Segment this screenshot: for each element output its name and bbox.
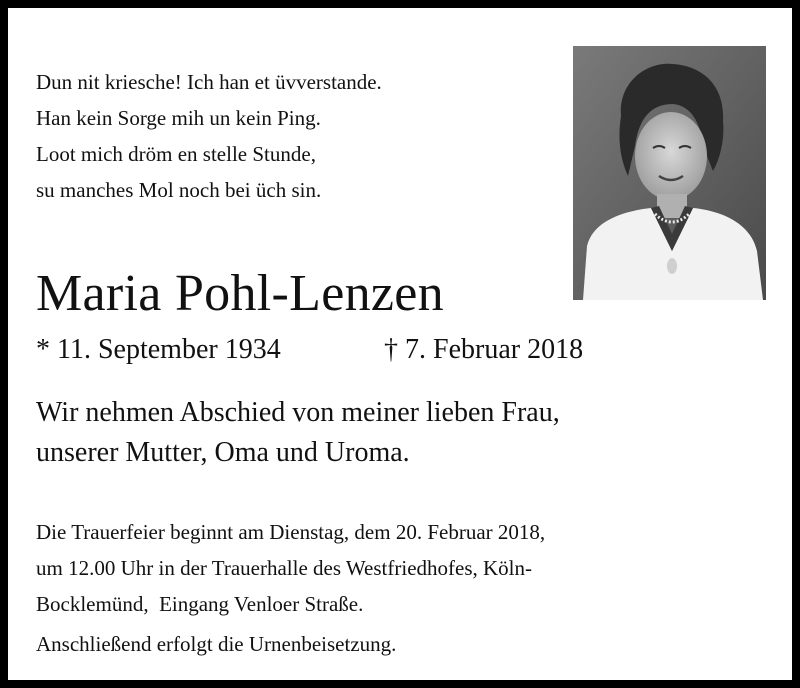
urn-burial-note: Anschließend erfolgt die Urnenbeisetzung. bbox=[36, 632, 397, 656]
portrait-image bbox=[573, 46, 766, 300]
farewell-line-1: Wir nehmen Abschied von meiner lieben Frau, bbox=[36, 397, 560, 428]
ceremony-line-2: um 12.00 Uhr in der Trauerhalle des Westfriedhofes, Köln- bbox=[36, 556, 532, 580]
poem-line-4: su manches Mol noch bei üch sin. bbox=[36, 178, 322, 202]
ceremony-info bbox=[36, 514, 545, 662]
poem-line-2: Han kein Sorge mih un kein Ping. bbox=[36, 106, 321, 130]
portrait-photo bbox=[573, 46, 766, 300]
farewell-line-2: unserer Mutter, Oma und Uroma. bbox=[36, 437, 410, 468]
birth-date: * 11. September 1934 bbox=[36, 334, 281, 365]
poem-line-3: Loot mich dröm en stelle Stunde, bbox=[36, 142, 316, 166]
deceased-name: Maria Pohl-Lenzen bbox=[36, 265, 444, 322]
poem bbox=[36, 64, 382, 208]
farewell-text bbox=[36, 393, 560, 473]
death-date: † 7. Februar 2018 bbox=[384, 334, 584, 365]
life-dates bbox=[36, 330, 584, 370]
ceremony-line-1: Die Trauerfeier beginnt am Dienstag, dem 20. Februar 2018, bbox=[36, 520, 546, 544]
ceremony-line-3: Bocklemünd, Eingang Venloer Straße. bbox=[36, 592, 364, 616]
poem-line-1: Dun nit kriesche! Ich han et üvverstande. bbox=[36, 70, 382, 94]
